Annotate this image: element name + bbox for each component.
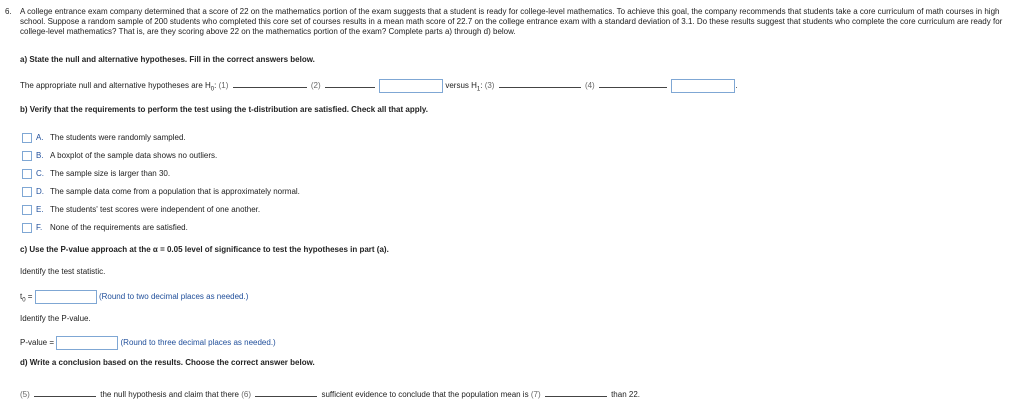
t0-input[interactable] <box>35 290 97 304</box>
blank-7-label: (7) <box>530 390 541 399</box>
t0-label: t <box>20 292 23 302</box>
blank-2-dropdown[interactable] <box>325 79 375 88</box>
blank-4-label: (4) <box>584 81 595 91</box>
part-d-heading: d) Write a conclusion based on the results. Choose the correct answer below. <box>20 358 315 367</box>
part-c-heading: c) Use the P-value approach at the α = 0.05 level of significance to test the hypotheses in part (a). <box>20 245 389 254</box>
checkbox[interactable] <box>22 133 32 143</box>
blank-4-dropdown[interactable] <box>599 79 667 88</box>
option-f[interactable]: F. None of the requirements are satisfied. <box>22 223 188 233</box>
blank-1-dropdown[interactable] <box>233 79 307 88</box>
question-number: 6. <box>5 7 12 16</box>
blank-2-label: (2) <box>310 81 321 91</box>
identify-test-statistic: Identify the test statistic. <box>20 267 106 276</box>
conclusion-row <box>20 388 640 399</box>
p-value-label: P-value = <box>20 338 55 348</box>
option-c[interactable]: C. The sample size is larger than 30. <box>22 169 170 179</box>
t0-hint: (Round to two decimal places as needed.) <box>98 292 249 302</box>
blank-5-dropdown[interactable] <box>34 388 96 397</box>
problem-text: A college entrance exam company determined that a score of 22 on the mathematics portion of the exam suggests that a student is ready for college-level mathematics. To achieve this goal, the company recommends that students take a core curriculum of math courses in high school. Suppose a random sample of 200 students who completed this core set of courses results in a mean math score of 22.7 on the college entrance exam with a standard deviation of 3.1. Do these results suggest that students who complete the core curriculum are ready for college-level mathematics? That is, are they scoring above 22 on the mathematics portion of the exam? Complete parts a) through d) below. <box>20 7 1003 36</box>
hypotheses-row: The appropriate null and alternative hypotheses are $H_0$: (1) (2) versus $H_1$: (3) (4) . <box>20 79 737 93</box>
blank-6-dropdown[interactable] <box>255 388 317 397</box>
option-b[interactable]: B. A boxplot of the sample data shows no outliers. <box>22 151 217 161</box>
p-value-input[interactable] <box>56 336 118 350</box>
blank-3-label: (3) <box>484 81 495 91</box>
p-value-hint: (Round to three decimal places as needed.) <box>120 338 276 348</box>
checkbox[interactable] <box>22 223 32 233</box>
t0-row <box>20 290 248 304</box>
blank-5-label: (5) <box>20 390 30 399</box>
blank-6-label: (6) <box>241 390 252 399</box>
h0-value-input[interactable] <box>379 79 443 93</box>
t0-subscript: 0 <box>22 297 26 304</box>
h1-value-input[interactable] <box>671 79 735 93</box>
option-d[interactable]: D. The sample data come from a population that is approximately normal. <box>22 187 300 197</box>
checkbox[interactable] <box>22 169 32 179</box>
conclusion-text-3: than 22. <box>611 390 640 399</box>
hypotheses-lead: The appropriate null and alternative hypotheses are H <box>20 81 211 91</box>
h1-subscript: 1 <box>476 86 481 93</box>
checkbox[interactable] <box>22 205 32 215</box>
conclusion-text-1: the null hypothesis and claim that there <box>100 390 239 399</box>
part-b-heading: b) Verify that the requirements to perform the test using the t-distribution are satisfied. Check all that apply. <box>20 105 428 114</box>
h0-subscript: 0 <box>210 86 215 93</box>
checkbox[interactable] <box>22 151 32 161</box>
t0-equals: = <box>25 292 33 302</box>
blank-3-dropdown[interactable] <box>499 79 581 88</box>
part-a-heading: a) State the null and alternative hypotheses. Fill in the correct answers below. <box>20 55 315 64</box>
option-a[interactable]: A. The students were randomly sampled. <box>22 133 186 143</box>
conclusion-text-2: sufficient evidence to conclude that the population mean is <box>321 390 529 399</box>
option-e[interactable]: E. The students' test scores were independent of one another. <box>22 205 260 215</box>
blank-1-label: (1) <box>218 81 229 91</box>
versus-label: versus H <box>445 81 477 91</box>
checkbox[interactable] <box>22 187 32 197</box>
blank-7-dropdown[interactable] <box>545 388 607 397</box>
identify-p-value: Identify the P-value. <box>20 314 91 323</box>
p-value-row <box>20 336 276 350</box>
